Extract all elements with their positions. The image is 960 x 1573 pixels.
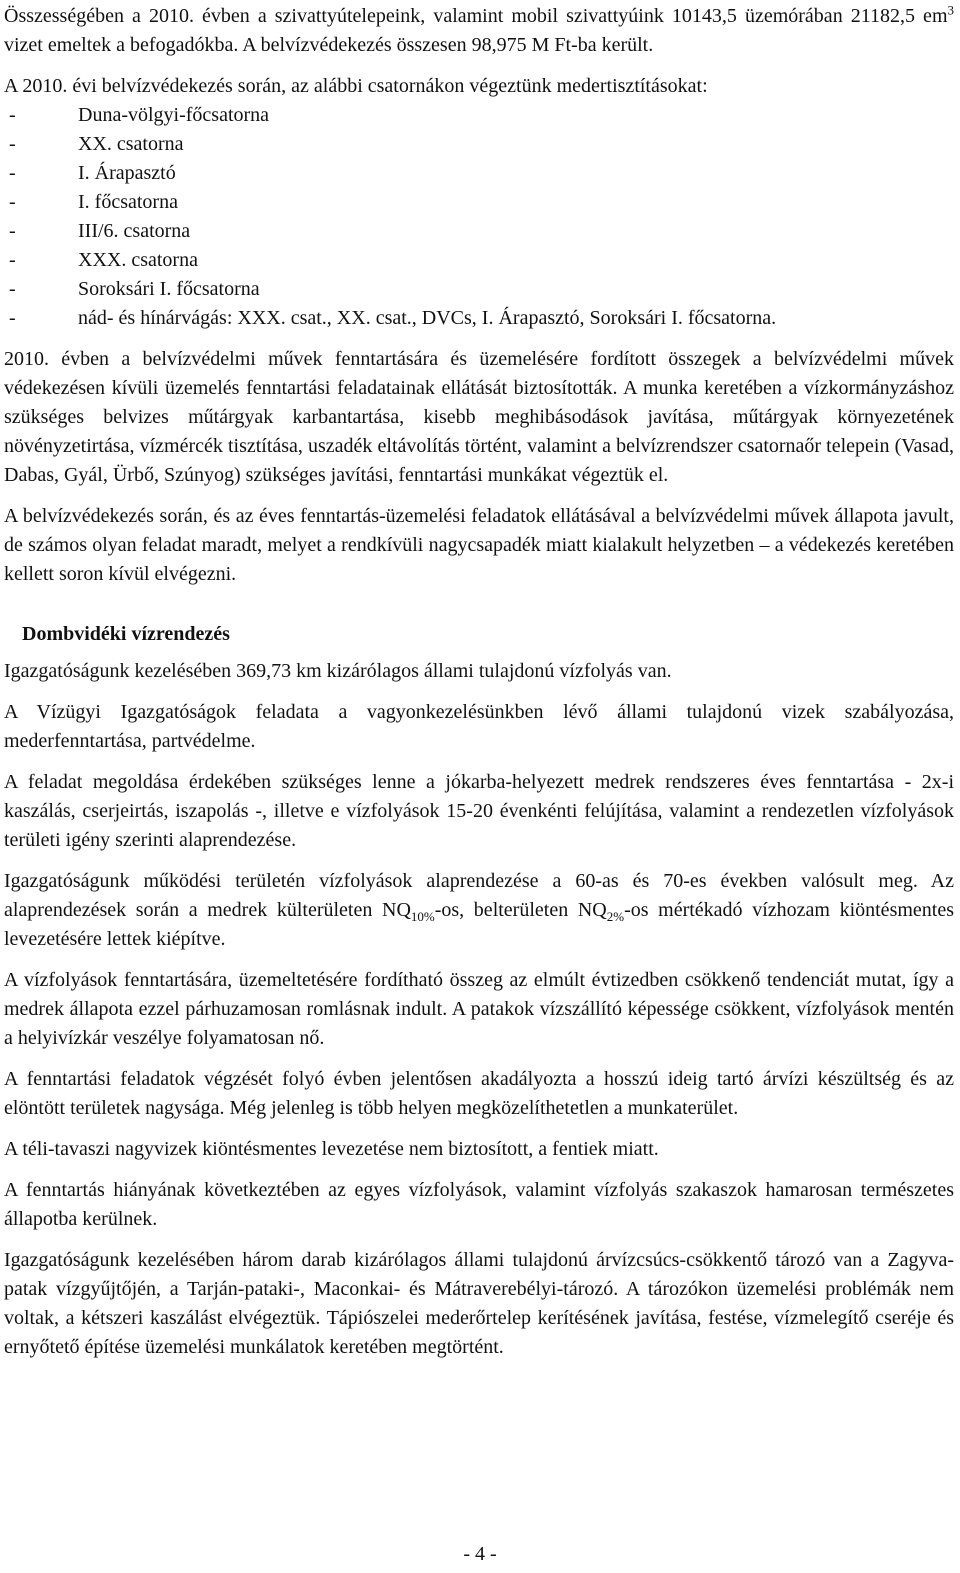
paragraph-winter-floods: A téli-tavaszi nagyvizek kiöntésmentes levezetése nem biztosított, a fentiek miatt. [4, 1138, 659, 1160]
paragraph-protection-results: A belvízvédekezés során, és az éves fenntartás-üzemelési feladatok ellátásával a belvízvédelmi művek állapota javult, de számos olyan feladat maradt, melyet a rendkívüli nagycsapadék miatt kialakult helyzetben – a védekezés keretében kellett soron kívül elvégezni. [4, 505, 954, 585]
paragraph-required-maintenance: A feladat megoldása érdekében szükséges lenne a jókarba-helyezett medrek rendszeres éves fenntartása - 2x-i kaszálás, cserjeirtás, iszapolás -, illetve e vízfolyások 15-20 évenkénti felújítása, valamint a rendezetlen vízfolyások területi igény szerinti alaprendezése. [4, 771, 954, 851]
list-item: - XX. csatorna [4, 130, 954, 159]
paragraph-funding-decline: A vízfolyások fenntartására, üzemeltetésére fordítható összeg az elmúlt évtizedben csökkenő tendenciát mutat, így a medrek állapota ezzel párhuzamosan romlásnak indult. A patakok vízszállító képessége csökkent, vízfolyások mentén a helyivízkár veszélye folyamatosan nő. [4, 969, 954, 1049]
paragraph-pumping-summary: Összességében a 2010. évben a szivattyútelepeink, valamint mobil szivattyúink 10143,5 üzemórában 21182,5 $em^3$ vizet emeltek a befogadókba. A belvízvédekezés összesen 98,975 M Ft-ba került. [4, 2, 954, 56]
list-item: - I. Árapasztó [4, 159, 954, 188]
paragraph-managed-watercourses: Igazgatóságunk kezelésében 369,73 km kizárólagos állami tulajdonú vízfolyás van. [4, 660, 672, 682]
document-page [4, 0, 954, 1362]
list-item: - nád- és hínárvágás: XXX. csat., XX. csat., DVCs, I. Árapasztó, Soroksári I. főcsatorna. [4, 304, 954, 333]
canal-list [4, 101, 954, 333]
list-item: - Soroksári I. főcsatorna [4, 275, 954, 304]
list-item: - I. főcsatorna [4, 188, 954, 217]
paragraph-reservoirs: Igazgatóságunk kezelésében három darab kizárólagos állami tulajdonú árvízcsúcs-csökkentő tározó van a Zagyva-patak vízgyűjtőjén, a Tarján-pataki-, Maconkai- és Mátraverebélyi-tározó. A tározókon üzemelési problémák nem voltak, a kétszeri kaszálást elvégeztük. Tápiószelei mederőrtelep kerítésének javítása, festése, vízmelegítő cseréje és ernyőtető építése üzemelési munkálatok keretében megtörtént. [4, 1249, 954, 1358]
paragraph-basic-regulation: Igazgatóságunk működési területén vízfolyások alaprendezése a 60-as és 70-es években valósult meg. Az alaprendezések során a medrek külterületen $NQ_{10\%}-os$, belterületen $NQ_{2\%}-os$ mértékadó vízhozam kiöntésmentes levezetésére lettek kiépítve. [4, 870, 954, 950]
paragraph-natural-state: A fenntartás hiányának következtében az egyes vízfolyások, valamint vízfolyás szakaszok hamarosan természetes állapotba kerülnek. [4, 1179, 954, 1230]
paragraph-maintenance-costs: 2010. évben a belvízvédelmi művek fenntartására és üzemelésére fordított összegek a belvízvédelmi művek védekezésen kívüli üzemelés fenntartási feladatainak ellátását biztosították. A munka keretében a vízkormányzáshoz szükséges belvizes műtárgyak karbantartása, kisebb meghibásodások javítása, műtárgyak környezetének növényzetirtása, vízmércék tisztítása, uszadék eltávolítás történt, valamint a belvízrendszer csatornaőr telepein (Vasad, Dabas, Gyál, Ürbő, Szúnyog) szükséges javítási, fenntartási munkákat végeztük el. [4, 348, 954, 486]
paragraph-directorate-tasks: A Vízügyi Igazgatóságok feladata a vagyonkezelésünkben lévő állami tulajdonú vizek szabályozása, mederfenntartása, partvédelme. [4, 701, 954, 752]
list-item: - III/6. csatorna [4, 217, 954, 246]
page-number: - 4 - [463, 1543, 497, 1565]
list-item: - XXX. csatorna [4, 246, 954, 275]
paragraph-canal-cleaning-intro: A 2010. évi belvízvédekezés során, az alábbi csatornákon végeztünk medertisztításokat: [4, 75, 708, 97]
section-heading: Dombvidéki vízrendezés [22, 623, 230, 645]
list-item: - Duna-völgyi-főcsatorna [4, 101, 954, 130]
paragraph-flood-obstruction: A fenntartási feladatok végzését folyó évben jelentősen akadályozta a hosszú ideig tartó árvízi készültség és az elöntött területek nagysága. Még jelenleg is több helyen megközelíthetetlen a munkaterület. [4, 1068, 954, 1119]
